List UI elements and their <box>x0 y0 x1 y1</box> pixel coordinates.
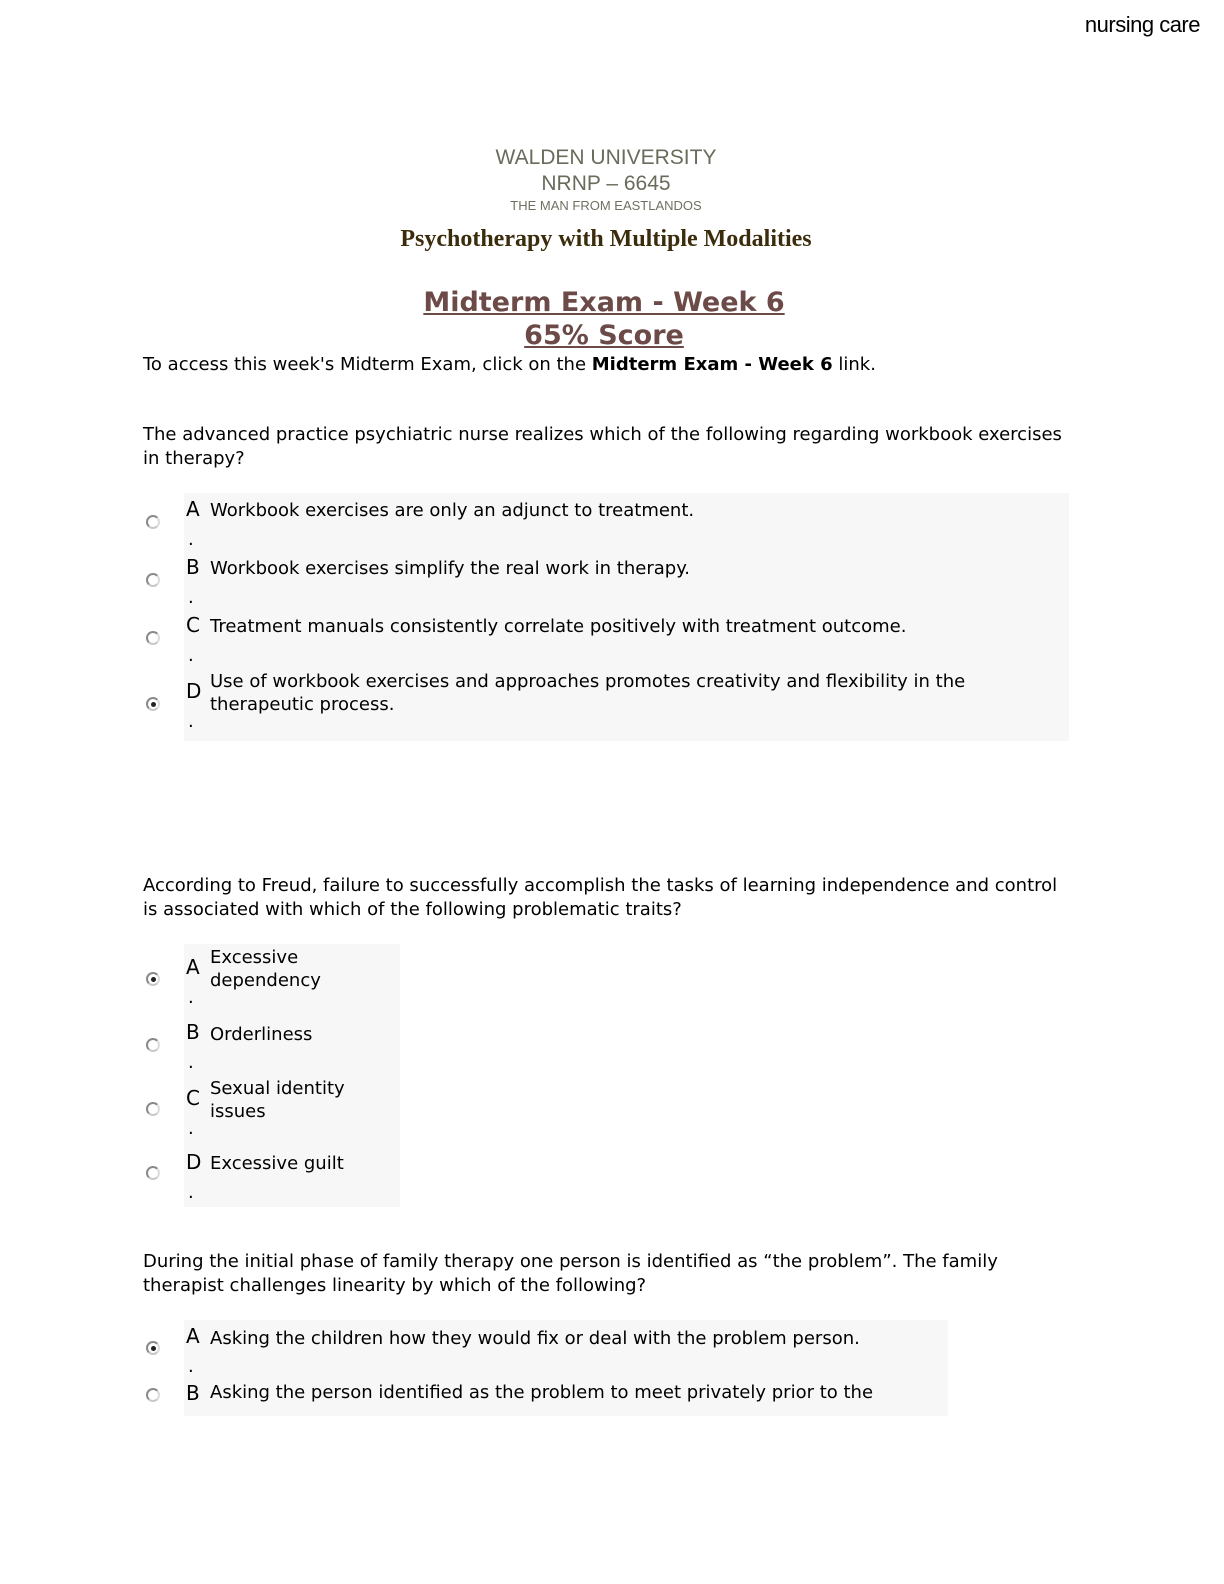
question-1-text: The advanced practice psychiatric nurse realizes which of the following regarding workbook exercises in therapy? <box>143 424 1062 469</box>
intro-text-before: To access this week's Midterm Exam, click on the <box>143 354 592 375</box>
answer-letter: A <box>186 955 200 979</box>
answer-option[interactable] <box>140 493 1069 551</box>
radio-button[interactable] <box>146 1038 160 1052</box>
answer-letter: C <box>186 613 200 637</box>
answer-text: Sexual identity issues <box>210 1078 345 1122</box>
radio-button[interactable] <box>146 631 160 645</box>
answer-option[interactable] <box>140 1076 400 1142</box>
radio-button[interactable] <box>146 1102 160 1116</box>
answer-letter-dot: . <box>188 529 194 550</box>
exam-title-block <box>0 286 1208 352</box>
radio-button-selected[interactable] <box>146 697 160 711</box>
answer-letter-dot: . <box>188 1118 194 1139</box>
radio-button[interactable] <box>146 1166 160 1180</box>
answer-letter: C <box>186 1086 200 1110</box>
answer-letter-dot: . <box>188 587 194 608</box>
question-2-text: According to Freud, failure to successfully accomplish the tasks of learning independence and control is associated with which of the following problematic traits? <box>143 875 1058 920</box>
exam-score: 65% Score <box>524 320 684 351</box>
answer-option[interactable] <box>140 665 1069 741</box>
answer-text: Workbook exercises simplify the real work in therapy. <box>210 558 691 579</box>
answer-letter-dot: . <box>188 1182 194 1203</box>
answer-option[interactable] <box>140 551 1069 609</box>
question-3-text: During the initial phase of family therapy one person is identified as “the problem”. The family therapist challenges linearity by which of the following? <box>143 1251 998 1296</box>
answer-text: Treatment manuals consistently correlate positively with treatment outcome. <box>210 616 907 637</box>
university-name: WALDEN UNIVERSITY <box>495 146 717 169</box>
answer-option[interactable] <box>140 1376 948 1416</box>
answer-letter-dot: . <box>188 1052 194 1073</box>
header-subtitle: THE MAN FROM EASTLANDOS <box>510 198 702 213</box>
answer-text: Excessive dependency <box>210 947 321 991</box>
answer-letter-dot: . <box>188 645 194 666</box>
answer-letter-dot: . <box>188 711 194 732</box>
answer-text: Orderliness <box>210 1024 313 1045</box>
answer-letter: A <box>186 1324 200 1348</box>
answer-text: Use of workbook exercises and approaches promotes creativity and flexibility in the therapeutic process. <box>210 671 966 715</box>
answer-letter: D <box>186 1150 202 1174</box>
answer-letter: B <box>186 1381 200 1405</box>
answer-option[interactable] <box>140 1014 400 1076</box>
answer-option[interactable] <box>140 1320 948 1376</box>
answer-letter: B <box>186 555 200 579</box>
answer-letter: B <box>186 1020 200 1044</box>
radio-button[interactable] <box>146 573 160 587</box>
answer-letter: D <box>186 679 202 703</box>
intro-exam-link[interactable]: Midterm Exam - Week 6 <box>591 354 833 375</box>
radio-button-selected[interactable] <box>146 1341 160 1355</box>
radio-button[interactable] <box>146 515 160 529</box>
exam-title: Midterm Exam - Week 6 <box>423 287 785 318</box>
answer-text: Workbook exercises are only an adjunct to treatment. <box>210 500 695 521</box>
course-code: NRNP – 6645 <box>541 172 671 195</box>
answer-text: Excessive guilt <box>210 1153 344 1174</box>
answer-letter-dot: . <box>188 987 194 1008</box>
intro-text-after: link. <box>832 354 876 375</box>
answer-option[interactable] <box>140 1142 400 1207</box>
answer-option[interactable] <box>140 944 400 1014</box>
course-title: Psychotherapy with Multiple Modalities <box>400 226 812 252</box>
corner-label: nursing care <box>1084 12 1200 37</box>
answer-text: Asking the children how they would fix or deal with the problem person. <box>210 1328 860 1349</box>
exam-intro <box>143 353 876 377</box>
radio-button-selected[interactable] <box>146 972 160 986</box>
radio-button[interactable] <box>146 1388 160 1402</box>
question-3-answers <box>140 1320 948 1416</box>
answer-text: Asking the person identified as the problem to meet privately prior to the <box>210 1382 874 1403</box>
answer-option[interactable] <box>140 609 1069 665</box>
question-1-answers <box>140 493 1069 741</box>
answer-letter-dot: . <box>188 1356 194 1377</box>
answer-letter: A <box>186 497 200 521</box>
document-header <box>0 144 1212 215</box>
question-2-answers <box>140 944 400 1207</box>
